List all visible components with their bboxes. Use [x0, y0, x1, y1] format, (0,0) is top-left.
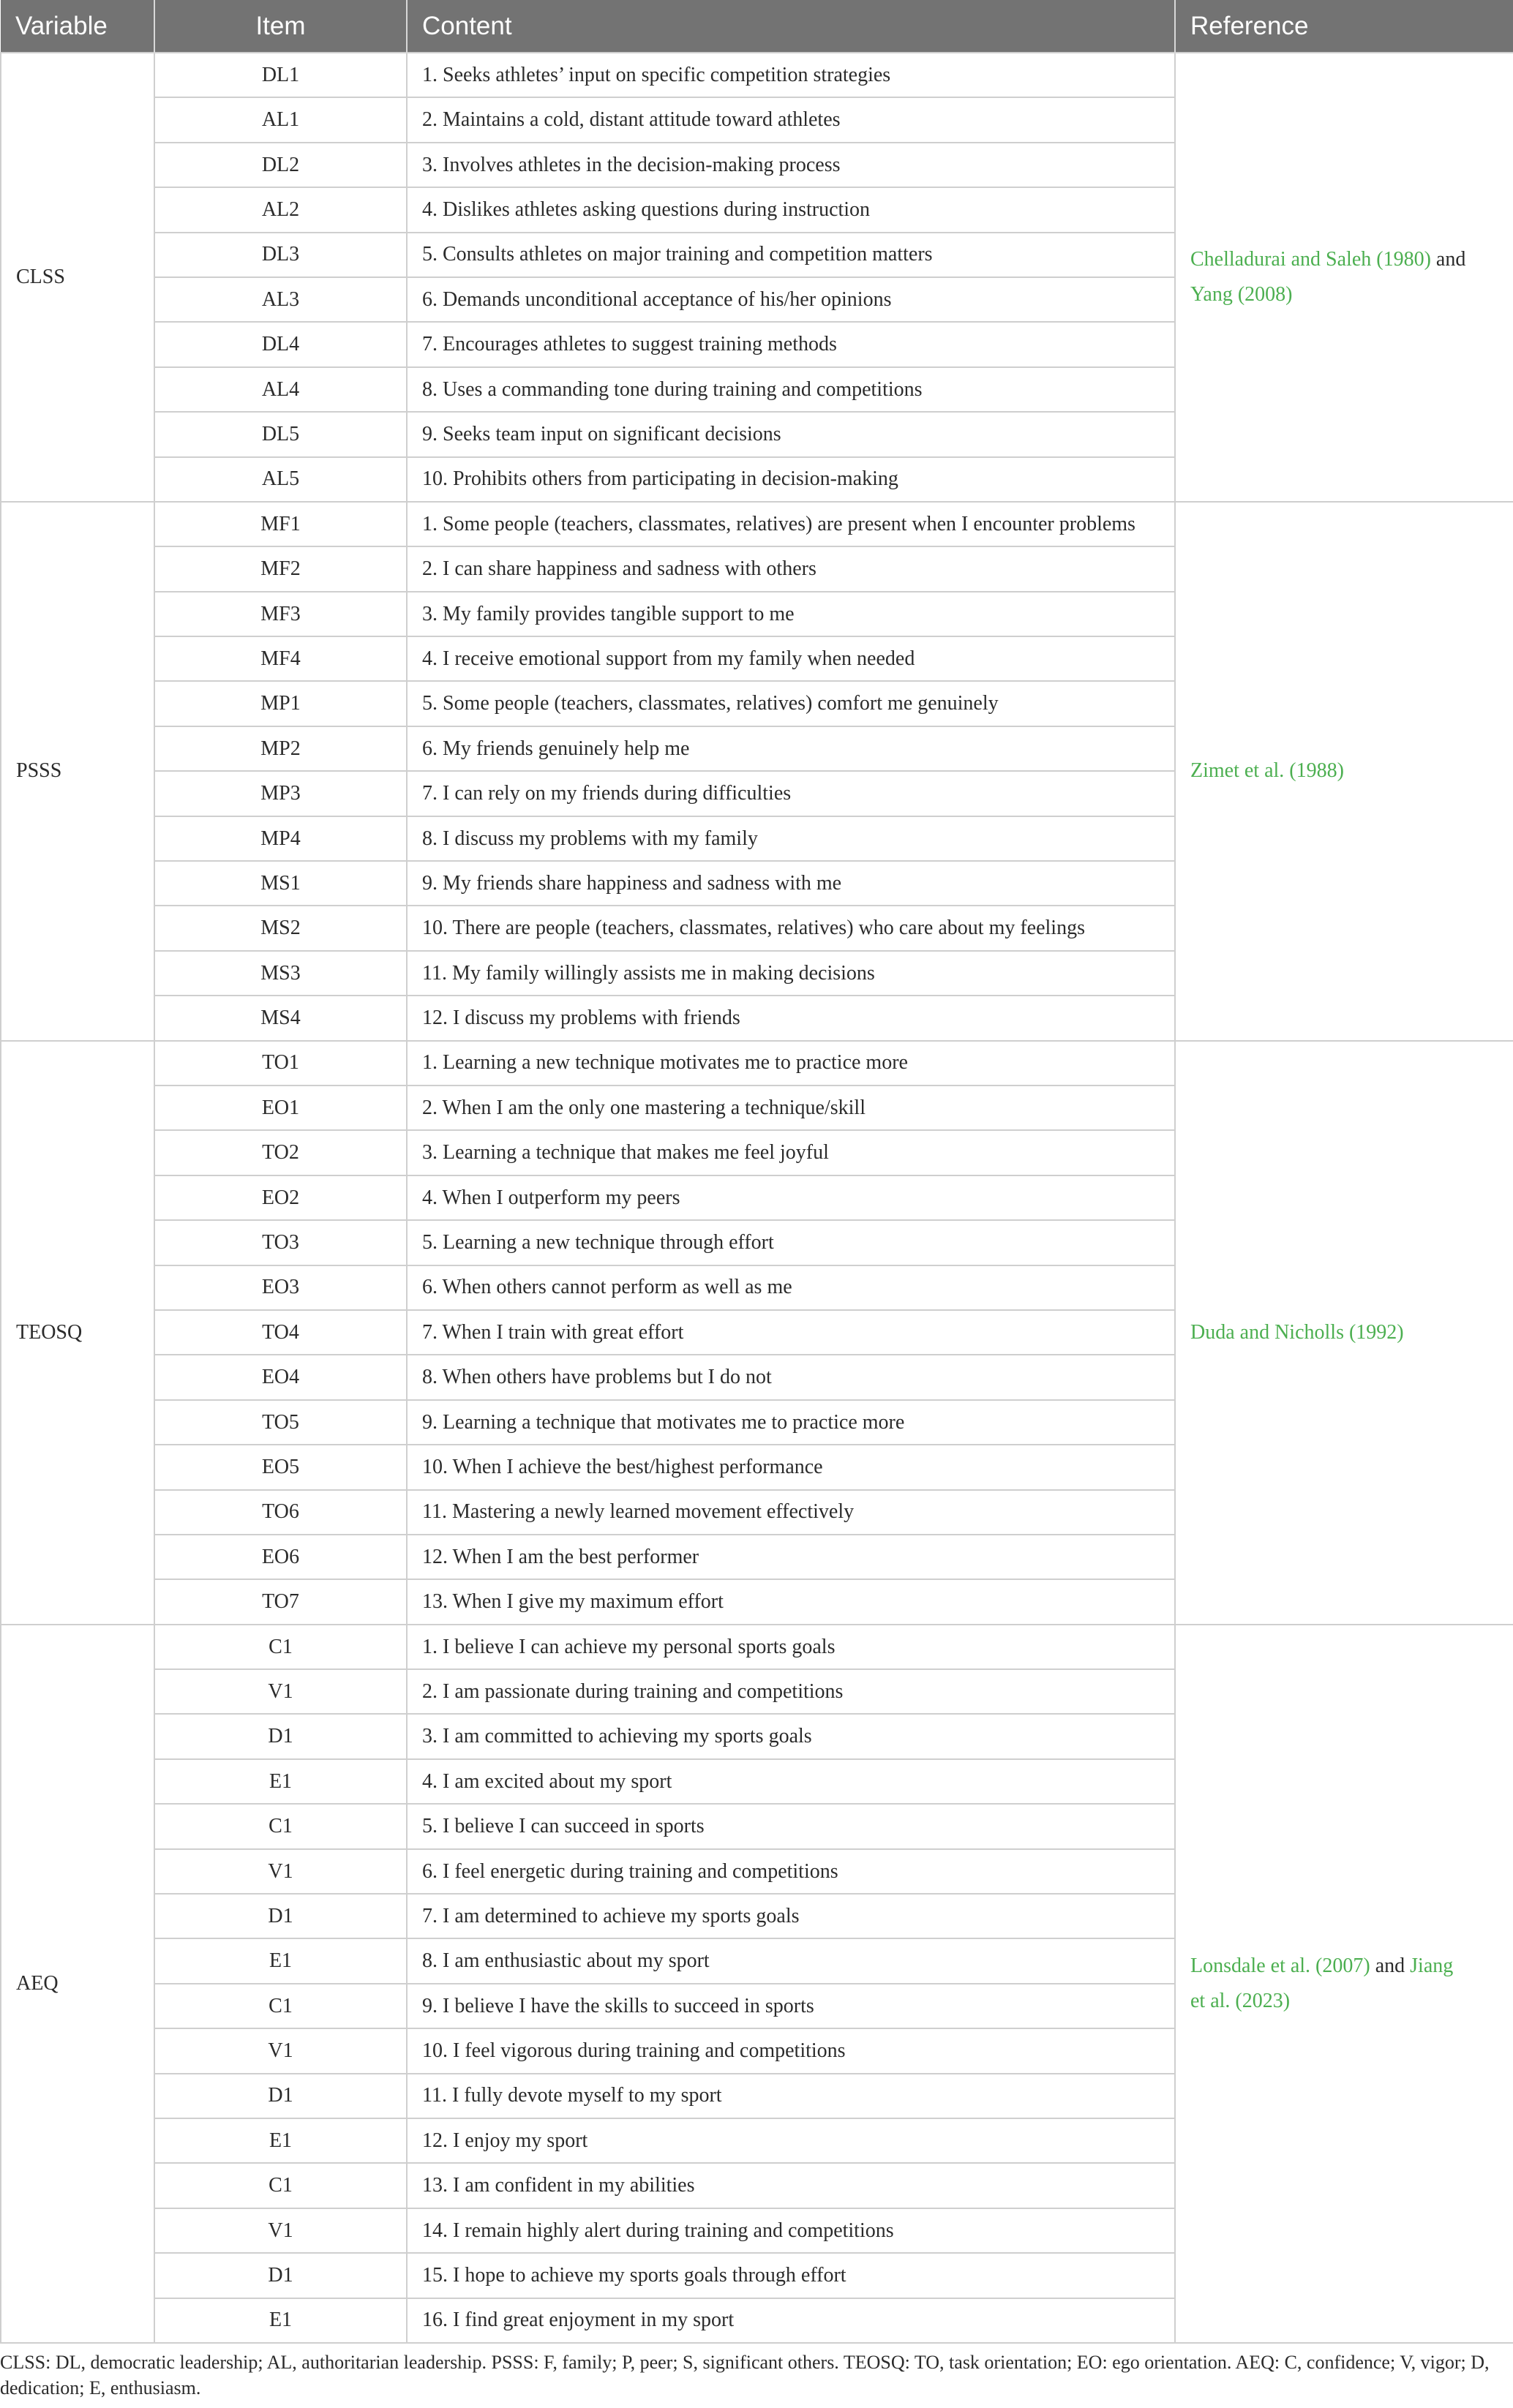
item-content-cell: 8. I discuss my problems with my family: [407, 816, 1175, 861]
item-code-cell: EO2: [154, 1175, 407, 1220]
reference-cell: [1175, 53, 1513, 502]
item-content-cell: 10. I feel vigorous during training and competitions: [407, 2028, 1175, 2073]
item-code-cell: MP1: [154, 681, 407, 726]
item-content-cell: 4. I receive emotional support from my family when needed: [407, 636, 1175, 681]
item-content-cell: 6. Demands unconditional acceptance of his/her opinions: [407, 277, 1175, 322]
item-code-cell: MP4: [154, 816, 407, 861]
variable-cell: AEQ: [1, 1625, 154, 2343]
item-content-cell: 5. Consults athletes on major training and competition matters: [407, 233, 1175, 277]
reference-cell: [1175, 1625, 1513, 2343]
item-code-cell: E1: [154, 1938, 407, 1983]
item-content-cell: 10. Prohibits others from participating in decision-making: [407, 457, 1175, 502]
item-content-cell: 6. My friends genuinely help me: [407, 726, 1175, 771]
item-content-cell: 3. My family provides tangible support to me: [407, 592, 1175, 636]
item-code-cell: C1: [154, 1625, 407, 1669]
item-content-cell: 9. My friends share happiness and sadness with me: [407, 861, 1175, 906]
item-code-cell: AL3: [154, 277, 407, 322]
reference-link[interactable]: Duda and Nicholls (1992): [1190, 1320, 1404, 1344]
item-code-cell: C1: [154, 1984, 407, 2028]
table-row: [1, 502, 1513, 546]
variable-cell: PSSS: [1, 502, 154, 1041]
item-content-cell: 3. Learning a technique that makes me feel joyful: [407, 1130, 1175, 1175]
item-code-cell: DL2: [154, 143, 407, 187]
item-content-cell: 8. Uses a commanding tone during training and competitions: [407, 367, 1175, 412]
item-content-cell: 2. I am passionate during training and competitions: [407, 1669, 1175, 1714]
header-variable: Variable: [1, 0, 154, 53]
item-content-cell: 8. When others have problems but I do not: [407, 1355, 1175, 1399]
item-content-cell: 15. I hope to achieve my sports goals through effort: [407, 2253, 1175, 2298]
item-code-cell: C1: [154, 2163, 407, 2208]
reference-connector: and: [1430, 248, 1466, 271]
item-content-cell: 4. Dislikes athletes asking questions during instruction: [407, 187, 1175, 232]
item-code-cell: D1: [154, 2253, 407, 2298]
item-content-cell: 12. I discuss my problems with friends: [407, 996, 1175, 1040]
item-content-cell: 12. I enjoy my sport: [407, 2118, 1175, 2163]
item-code-cell: MS3: [154, 951, 407, 996]
item-code-cell: TO5: [154, 1400, 407, 1445]
item-content-cell: 7. Encourages athletes to suggest training methods: [407, 322, 1175, 366]
item-code-cell: TO1: [154, 1041, 407, 1086]
item-content-cell: 8. I am enthusiastic about my sport: [407, 1938, 1175, 1983]
item-content-cell: 1. Seeks athletes’ input on specific competition strategies: [407, 53, 1175, 97]
item-code-cell: V1: [154, 2028, 407, 2073]
item-code-cell: TO2: [154, 1130, 407, 1175]
item-content-cell: 4. I am excited about my sport: [407, 1759, 1175, 1804]
item-code-cell: AL5: [154, 457, 407, 502]
item-code-cell: TO3: [154, 1220, 407, 1265]
item-code-cell: AL2: [154, 187, 407, 232]
item-code-cell: MS2: [154, 906, 407, 950]
reference-link[interactable]: Yang (2008): [1190, 282, 1293, 306]
table-row: [1, 1041, 1513, 1086]
item-content-cell: 12. When I am the best performer: [407, 1535, 1175, 1579]
item-content-cell: 9. Seeks team input on significant decisions: [407, 412, 1175, 456]
item-content-cell: 10. When I achieve the best/highest performance: [407, 1445, 1175, 1489]
table-row: [1, 53, 1513, 97]
item-code-cell: AL4: [154, 367, 407, 412]
item-code-cell: C1: [154, 1804, 407, 1848]
item-content-cell: 5. Learning a new technique through effort: [407, 1220, 1175, 1265]
item-code-cell: EO4: [154, 1355, 407, 1399]
table-footnote: CLSS: DL, democratic leadership; AL, authoritarian leadership. PSSS: F, family; P, peer; S, significant others. TEOSQ: TO, task orientation; EO: ego orientation. AEQ: C, confidence; V, vigor; D, dedication; E, enthusiasm.: [0, 2352, 1490, 2398]
item-code-cell: EO6: [154, 1535, 407, 1579]
item-content-cell: 1. Some people (teachers, classmates, relatives) are present when I encounter problems: [407, 502, 1175, 546]
item-code-cell: MF3: [154, 592, 407, 636]
item-code-cell: DL3: [154, 233, 407, 277]
item-code-cell: TO4: [154, 1310, 407, 1355]
item-code-cell: E1: [154, 1759, 407, 1804]
item-code-cell: EO5: [154, 1445, 407, 1489]
header-reference: Reference: [1175, 0, 1513, 53]
table-body: [1, 53, 1513, 2343]
item-content-cell: 9. I believe I have the skills to succeed in sports: [407, 1984, 1175, 2028]
item-content-cell: 5. I believe I can succeed in sports: [407, 1804, 1175, 1848]
variable-cell: TEOSQ: [1, 1041, 154, 1625]
reference-link[interactable]: Lonsdale et al. (2007): [1190, 1954, 1370, 1978]
item-content-cell: 7. I am determined to achieve my sports goals: [407, 1894, 1175, 1938]
item-code-cell: V1: [154, 1669, 407, 1714]
reference-cell: [1175, 1041, 1513, 1625]
item-code-cell: D1: [154, 1714, 407, 1758]
item-code-cell: DL1: [154, 53, 407, 97]
item-content-cell: 2. When I am the only one mastering a technique/skill: [407, 1086, 1175, 1130]
table-row: [1, 1625, 1513, 1669]
item-code-cell: TO6: [154, 1490, 407, 1535]
item-content-cell: 4. When I outperform my peers: [407, 1175, 1175, 1220]
item-code-cell: D1: [154, 2074, 407, 2118]
item-content-cell: 14. I remain highly alert during training and competitions: [407, 2208, 1175, 2253]
item-content-cell: 2. I can share happiness and sadness with others: [407, 546, 1175, 591]
item-content-cell: 9. Learning a technique that motivates me to practice more: [407, 1400, 1175, 1445]
item-content-cell: 1. I believe I can achieve my personal sports goals: [407, 1625, 1175, 1669]
item-code-cell: V1: [154, 2208, 407, 2253]
item-code-cell: MP3: [154, 771, 407, 816]
item-code-cell: TO7: [154, 1579, 407, 1624]
item-content-cell: 11. My family willingly assists me in making decisions: [407, 951, 1175, 996]
item-code-cell: MS4: [154, 996, 407, 1040]
item-content-cell: 5. Some people (teachers, classmates, relatives) comfort me genuinely: [407, 681, 1175, 726]
item-code-cell: MF4: [154, 636, 407, 681]
item-code-cell: MP2: [154, 726, 407, 771]
item-content-cell: 3. Involves athletes in the decision-making process: [407, 143, 1175, 187]
item-code-cell: MS1: [154, 861, 407, 906]
reference-link[interactable]: Zimet et al. (1988): [1190, 759, 1344, 783]
item-content-cell: 3. I am committed to achieving my sports goals: [407, 1714, 1175, 1758]
item-code-cell: EO3: [154, 1265, 407, 1310]
item-code-cell: DL4: [154, 322, 407, 366]
item-content-cell: 2. Maintains a cold, distant attitude toward athletes: [407, 97, 1175, 142]
item-content-cell: 11. I fully devote myself to my sport: [407, 2074, 1175, 2118]
item-code-cell: MF1: [154, 502, 407, 546]
item-code-cell: V1: [154, 1849, 407, 1894]
item-content-cell: 6. I feel energetic during training and competitions: [407, 1849, 1175, 1894]
item-code-cell: AL1: [154, 97, 407, 142]
item-code-cell: MF2: [154, 546, 407, 591]
item-content-cell: 1. Learning a new technique motivates me to practice more: [407, 1041, 1175, 1086]
item-content-cell: 11. Mastering a newly learned movement effectively: [407, 1490, 1175, 1535]
item-code-cell: E1: [154, 2118, 407, 2163]
item-content-cell: 13. I am confident in my abilities: [407, 2163, 1175, 2208]
reference-link[interactable]: Jiang et al. (2023): [1190, 1954, 1454, 2012]
item-content-cell: 6. When others cannot perform as well as me: [407, 1265, 1175, 1310]
item-content-cell: 7. When I train with great effort: [407, 1310, 1175, 1355]
item-content-cell: 7. I can rely on my friends during difficulties: [407, 771, 1175, 816]
reference-cell: [1175, 502, 1513, 1041]
reference-connector: and: [1370, 1954, 1411, 1978]
header-content: Content: [407, 0, 1175, 53]
variable-cell: CLSS: [1, 53, 154, 502]
item-code-cell: DL5: [154, 412, 407, 456]
item-content-cell: 10. There are people (teachers, classmates, relatives) who care about my feelings: [407, 906, 1175, 950]
item-content-cell: 13. When I give my maximum effort: [407, 1579, 1175, 1624]
item-code-cell: EO1: [154, 1086, 407, 1130]
item-code-cell: E1: [154, 2298, 407, 2343]
reference-link[interactable]: Chelladurai and Saleh (1980): [1190, 248, 1431, 271]
item-content-cell: 16. I find great enjoyment in my sport: [407, 2298, 1175, 2343]
table-header-row: [1, 0, 1513, 53]
item-code-cell: D1: [154, 1894, 407, 1938]
header-item: Item: [154, 0, 407, 53]
